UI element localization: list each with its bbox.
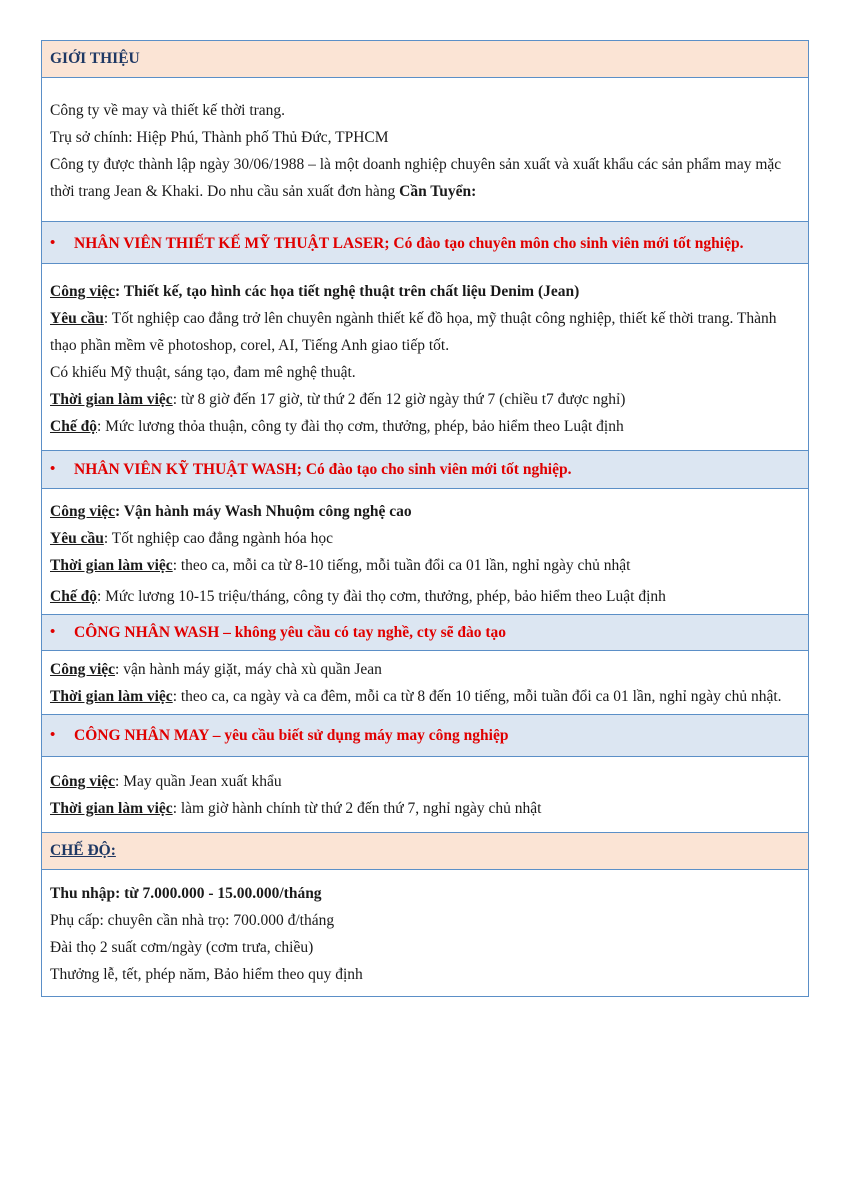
job-2-header	[42, 451, 808, 489]
job-1-time: Thời gian làm việc: từ 8 giờ đến 17 giờ, từ thứ 2 đến 12 giờ ngày thứ 7 (chiều t7 được nghỉ)	[50, 391, 626, 408]
job-4-work: Công việc: May quần Jean xuất khẩu	[50, 773, 282, 790]
job-3-header	[42, 615, 808, 651]
job-2-title: NHÂN VIÊN KỸ THUẬT WASH; Có đào tạo cho sinh viên mới tốt nghiệp.	[74, 461, 572, 478]
intro-line-1: Công ty về may và thiết kế thời trang.	[50, 102, 286, 119]
job-4-time: Thời gian làm việc: làm giờ hành chính từ thứ 2 đến thứ 7, nghỉ ngày chủ nhật	[50, 800, 542, 817]
intro-body	[42, 78, 808, 222]
job-posting-document	[41, 40, 809, 997]
intro-heading: GIỚI THIỆU	[50, 50, 140, 67]
job-3-body	[42, 651, 808, 715]
job-3-time: Thời gian làm việc: theo ca, ca ngày và ca đêm, mỗi ca từ 8 đến 10 tiếng, mỗi tuần đổi ca 01 lần, nghỉ ngày chủ nhật.	[50, 688, 782, 705]
bullet-icon: •	[50, 235, 56, 251]
job-1-requirement: Yêu cầu: Tốt nghiệp cao đẳng trở lên chuyên ngành thiết kế đồ họa, mỹ thuật công nghiệp, thiết kế thời trang. Thành thạo phần mềm vẽ photoshop, corel, AI, Tiếng Anh giao tiếp tốt.	[50, 310, 777, 354]
job-2-benefit: Chế độ: Mức lương 10-15 triệu/tháng, công ty đài thọ cơm, thưởng, phép, bảo hiểm theo Luật định	[50, 588, 666, 605]
benefits-bonus: Thưởng lễ, tết, phép năm, Bảo hiểm theo quy định	[50, 966, 363, 983]
job-1-benefit: Chế độ: Mức lương thỏa thuận, công ty đài thọ cơm, thưởng, phép, bảo hiểm theo Luật định	[50, 418, 624, 435]
benefits-allowance: Phụ cấp: chuyên cần nhà trọ: 700.000 đ/tháng	[50, 912, 335, 929]
job-1-title: NHÂN VIÊN THIẾT KẾ MỸ THUẬT LASER; Có đào tạo chuyên môn cho sinh viên mới tốt nghiệp.	[74, 235, 744, 252]
benefits-heading: CHẾ ĐỘ:	[50, 842, 116, 859]
job-2-work: Công việc: Vận hành máy Wash Nhuộm công nghệ cao	[50, 503, 412, 520]
bullet-icon: •	[50, 461, 56, 477]
job-4-header	[42, 715, 808, 757]
job-3-work: Công việc: vận hành máy giặt, máy chà xù quần Jean	[50, 661, 382, 678]
job-1-body	[42, 264, 808, 451]
job-2-body	[42, 489, 808, 615]
benefits-meals: Đài thọ 2 suất cơm/ngày (cơm trưa, chiều)	[50, 939, 314, 956]
job-1-extra: Có khiếu Mỹ thuật, sáng tạo, đam mê nghệ thuật.	[50, 364, 356, 381]
benefits-body	[42, 870, 808, 996]
job-4-title: CÔNG NHÂN MAY – yêu cầu biết sử dụng máy may công nghiệp	[74, 727, 509, 744]
intro-header	[42, 41, 808, 78]
intro-line-3: Công ty được thành lập ngày 30/06/1988 – là một doanh nghiệp chuyên sản xuất và xuất khẩu các sản phẩm may mặc thời trang Jean & Khaki. Do nhu cầu sản xuất đơn hàng Cần Tuyển:	[50, 156, 782, 200]
job-1-work: Công việc: Thiết kế, tạo hình các họa tiết nghệ thuật trên chất liệu Denim (Jean)	[50, 283, 580, 300]
job-2-requirement: Yêu cầu: Tốt nghiệp cao đẳng ngành hóa học	[50, 530, 333, 547]
job-2-time: Thời gian làm việc: theo ca, mỗi ca từ 8-10 tiếng, mỗi tuần đổi ca 01 lần, nghỉ ngày chủ nhật	[50, 557, 631, 574]
job-1-header	[42, 222, 808, 264]
intro-line-2: Trụ sở chính: Hiệp Phú, Thành phố Thủ Đức, TPHCM	[50, 129, 389, 146]
benefits-header	[42, 833, 808, 870]
benefits-income: Thu nhập: từ 7.000.000 - 15.00.000/tháng	[50, 885, 322, 902]
job-4-body	[42, 757, 808, 833]
bullet-icon: •	[50, 727, 56, 743]
bullet-icon: •	[50, 624, 56, 640]
job-3-title: CÔNG NHÂN WASH – không yêu cầu có tay nghề, cty sẽ đào tạo	[74, 624, 507, 641]
